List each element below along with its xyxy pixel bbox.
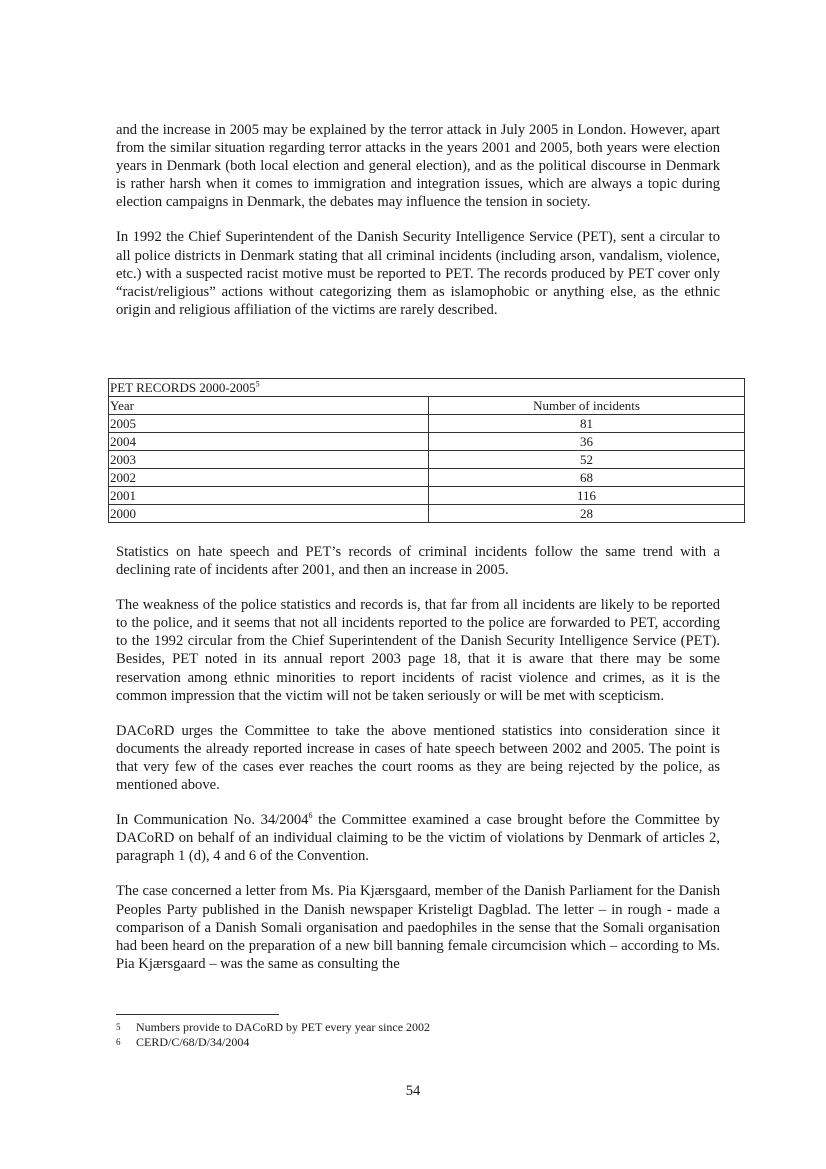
table-row	[109, 505, 745, 523]
count-cell: 36	[429, 433, 745, 451]
body-text-lower	[116, 543, 720, 990]
table-row	[109, 451, 745, 469]
footnote	[116, 1035, 716, 1050]
count-cell: 68	[429, 469, 745, 487]
paragraph-3: Statistics on hate speech and PET’s records of criminal incidents follow the same trend with a declining rate of incidents after 2001, and then an increase in 2005.	[116, 544, 720, 579]
year-cell: 2005	[109, 415, 429, 433]
paragraph-6-footnote-mark: 6	[308, 811, 313, 821]
table-title-footnote-mark: 5	[255, 379, 260, 389]
footnote-mark: 5	[116, 1022, 121, 1032]
footnote-text: CERD/C/68/D/34/2004	[136, 1035, 250, 1049]
table-row	[109, 487, 745, 505]
paragraph-6	[116, 811, 720, 865]
table-title-row	[109, 379, 745, 397]
pet-records-table	[108, 378, 745, 523]
footnote-mark: 6	[116, 1037, 121, 1047]
header-count: Number of incidents	[429, 397, 745, 415]
year-cell: 2004	[109, 433, 429, 451]
table-title: PET RECORDS 2000-2005	[110, 379, 256, 395]
table-row	[109, 415, 745, 433]
table-row	[109, 469, 745, 487]
paragraph-6-lead: In Communication No. 34/2004	[116, 812, 309, 829]
footnote-divider	[116, 1014, 279, 1015]
paragraph-6-body: the Committee examined a case brought before the Committee by DACoRD on behalf of an individual claiming to be the victim of violations by Denmark of articles 2, paragraph 1 (d), 4 and 6 of the Convention.	[116, 812, 720, 865]
paragraph-7: The case concerned a letter from Ms. Pia Kjærsgaard, member of the Danish Parliament for the Danish Peoples Party published in the Danish newspaper Kristeligt Dagblad. The letter – in rough - made a comparison of a Danish Somali organisation and paedophiles in the sense that the Somali organisation had been heard on the preparation of a new bill banning female circumcision which – according to Ms. Pia Kjærsgaard – was the same as consulting the	[116, 883, 720, 972]
body-text-upper	[116, 121, 720, 336]
paragraph-5: DACoRD urges the Committee to take the above mentioned statistics into consideration since it documents the already reported increase in cases of hate speech between 2002 and 2005. The point is that very few of the cases ever reaches the court rooms as they are being rejected by the police, as mentioned above.	[116, 722, 720, 794]
year-cell: 2002	[109, 469, 429, 487]
paragraph-1: and the increase in 2005 may be explained by the terror attack in July 2005 in London. However, apart from the similar situation regarding terror attacks in the years 2001 and 2005, both years were election years in Denmark (both local election and general election), and as the political discourse in Denmark is rather harsh when it comes to immigration and integration issues, which are always a topic during election campaigns in Denmark, the debates may influence the tension in society.	[116, 122, 720, 211]
table-header-row	[109, 397, 745, 415]
count-cell: 116	[429, 487, 745, 505]
year-cell: 2001	[109, 487, 429, 505]
page-number: 54	[405, 1083, 421, 1099]
table-row	[109, 433, 745, 451]
count-cell: 81	[429, 415, 745, 433]
header-year: Year	[109, 397, 429, 415]
footnote-text: Numbers provide to DACoRD by PET every year since 2002	[136, 1020, 431, 1034]
footnotes	[116, 1020, 716, 1050]
year-cell: 2000	[109, 505, 429, 523]
table-title-cell	[109, 379, 745, 397]
paragraph-2: In 1992 the Chief Superintendent of the Danish Security Intelligence Service (PET), sent a circular to all police districts in Denmark stating that all criminal incidents (including arson, vandalism, violence, etc.) with a suspected racist motive must be reported to PET. The records produced by PET cover only “racist/religious” actions without categorizing them as islamophobic or anything else, as the ethnic origin and religious affiliation of the victims are rarely described.	[116, 229, 720, 318]
paragraph-4: The weakness of the police statistics and records is, that far from all incidents are likely to be reported to the police, and it seems that not all incidents reported to the police are forwarded to PET, according to the 1992 circular from the Chief Superintendent of the Danish Security Intelligence Service (PET). Besides, PET noted in its annual report 2003 page 18, that it is aware that there may be some reservation among ethnic minorities to report incidents of racist violence and crimes, as it is the common impression that the victim will not be taken seriously or will be met with scepticism.	[116, 597, 720, 704]
year-cell: 2003	[109, 451, 429, 469]
count-cell: 28	[429, 505, 745, 523]
count-cell: 52	[429, 451, 745, 469]
footnote	[116, 1020, 716, 1035]
